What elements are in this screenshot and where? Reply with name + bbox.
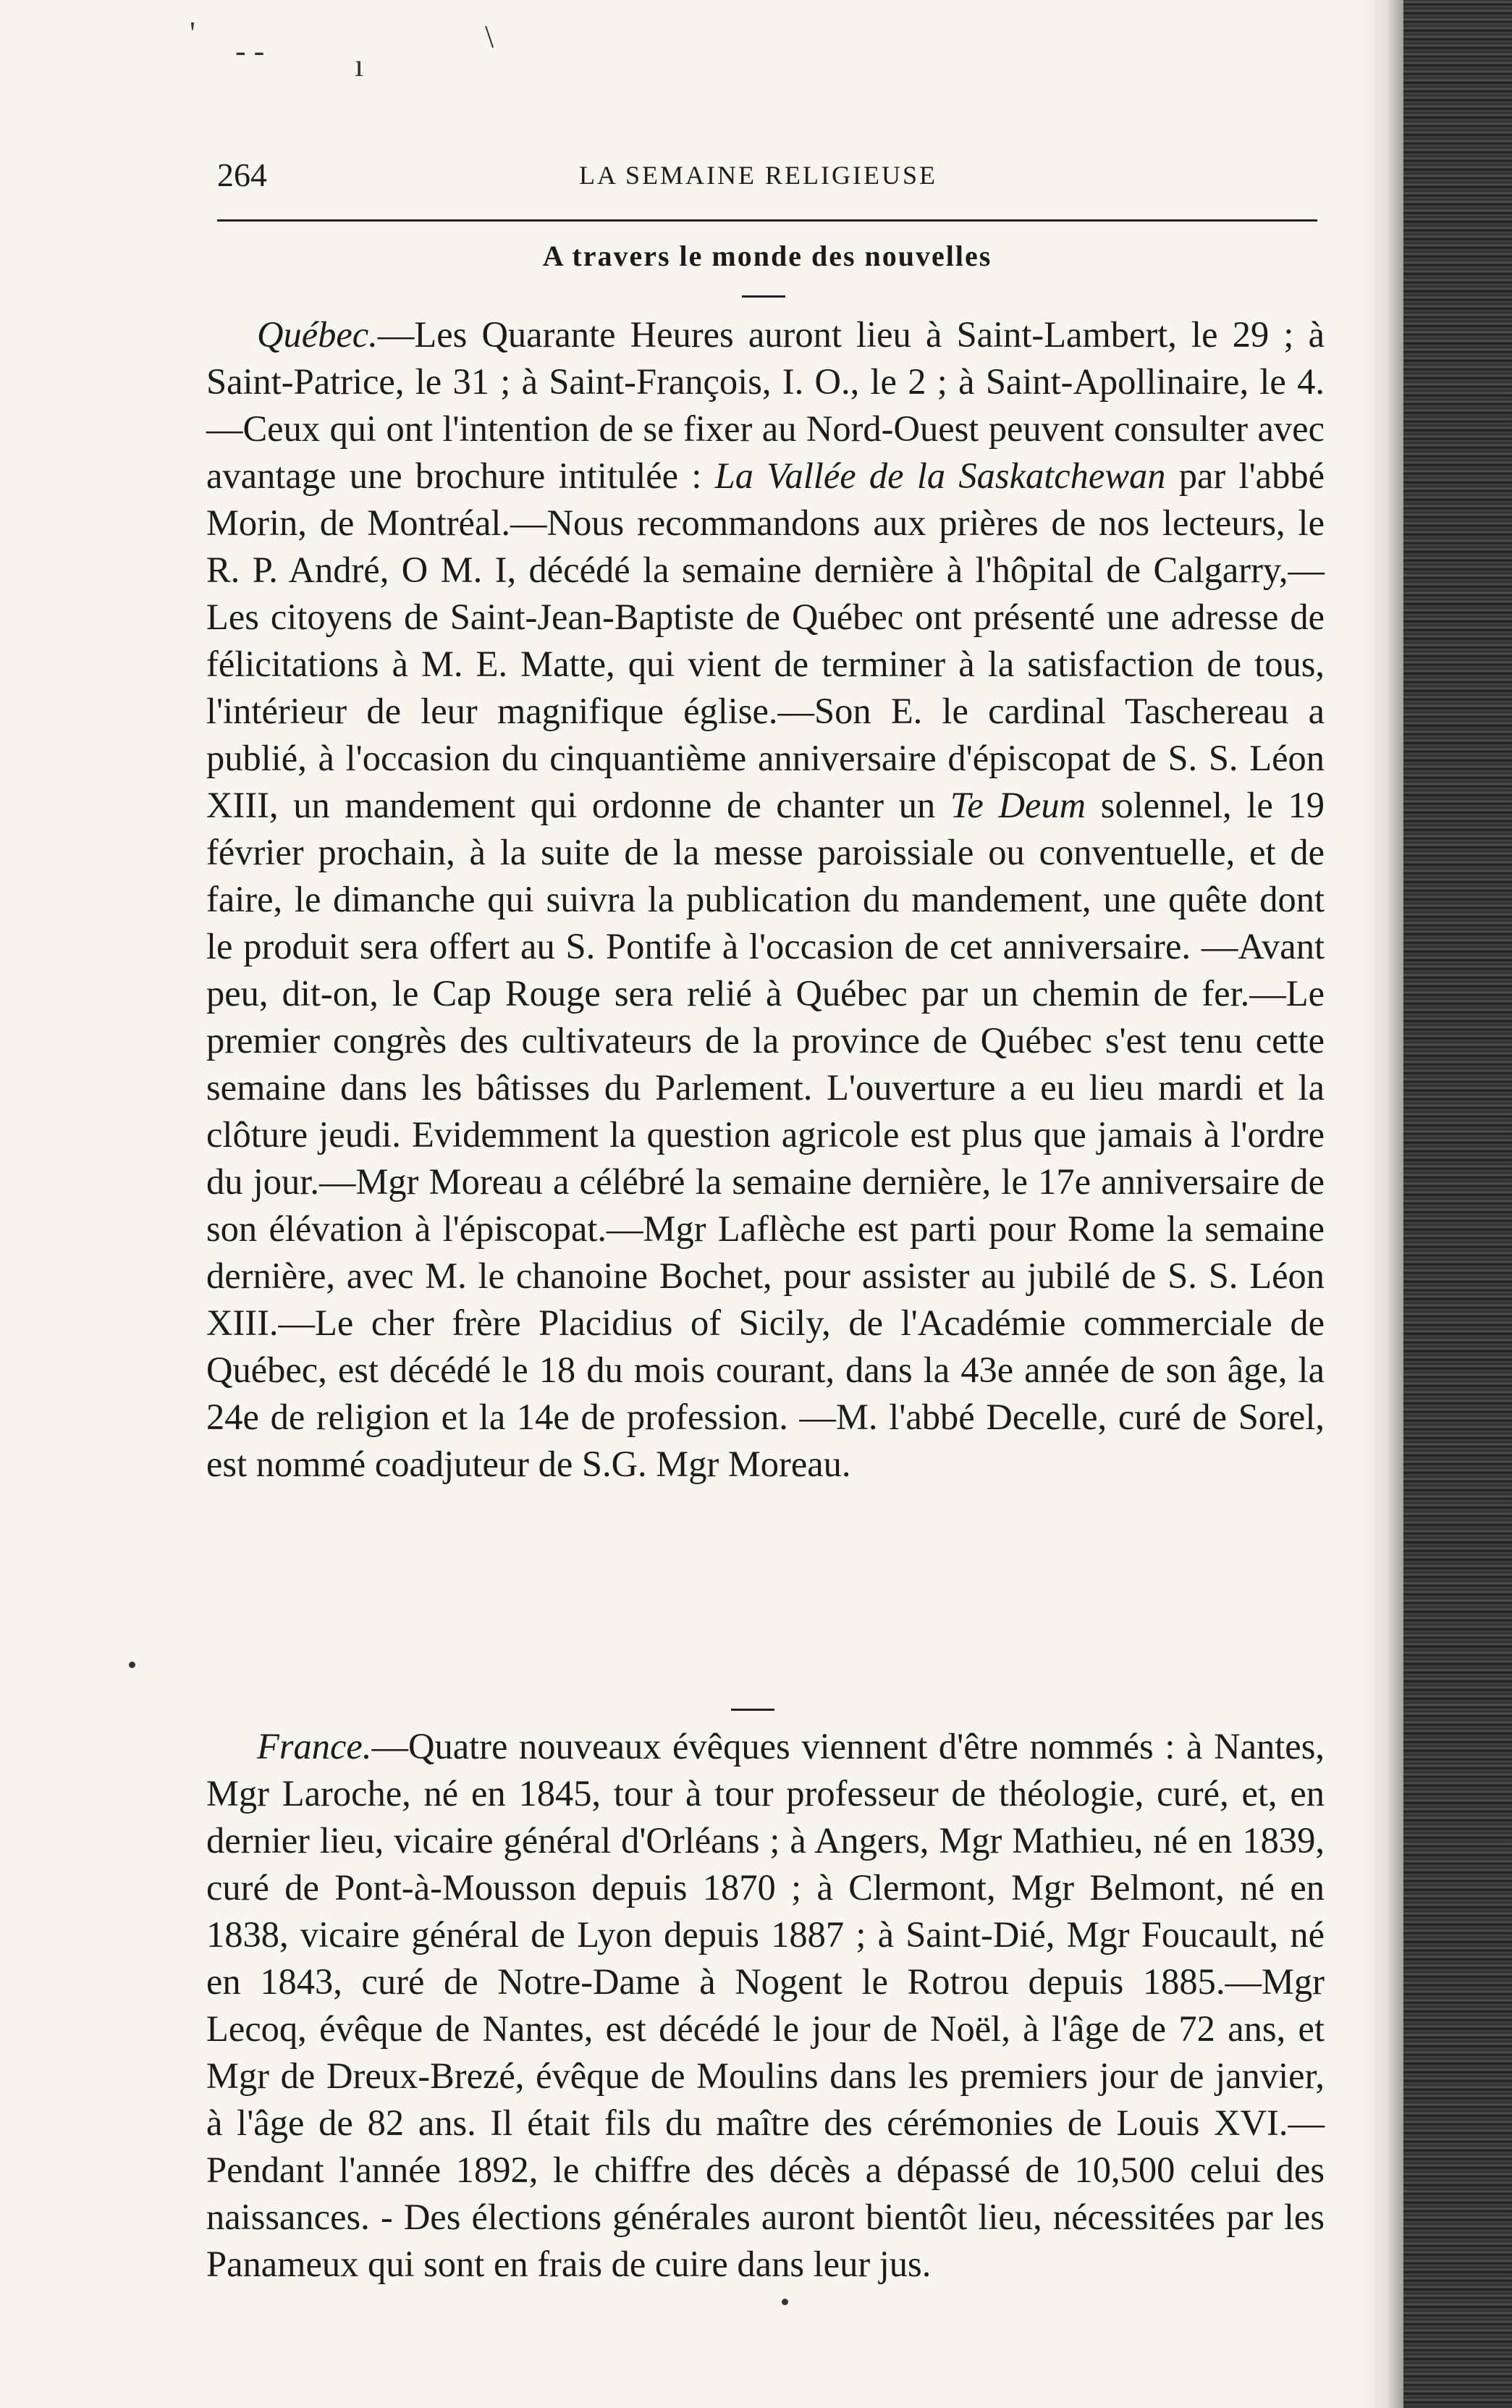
france-text: —Quatre nouveaux évêques viennent d'être nommés : à Nantes, Mgr Laroche, né en 1845, tour à tour professeur de théologie, curé, et, en dernier lieu, vicaire général d'Orléans ; à Angers, Mgr Mathieu, né en 1839, curé de Pont-à-Mousson depuis 1870 ; à Clermont, Mgr Belmont, né en 1838, vicaire général de Lyon depuis 1887 ; à Saint-Dié, Mgr Foucault, né en 1843, curé de Notre-Dame à Nogent le Rotrou depuis 1885.—Mgr Lecoq, évêque de Nantes, est décédé le jour de Noël, à l'âge de 72 ans, et Mgr de Dreux-Brezé, évêque de Moulins dans les premiers jour de janvier, à l'âge de 82 ans. Il était fils du maître des cérémonies de Louis XVI.—Pendant l'année 1892, le chiffre des décès a dépassé de 10,500 celui des naissances. - Des élections générales auront bientôt lieu, nécessitées par les Panameux qui sont en frais de cuire dans leur jus. — [206, 1726, 1325, 2284]
margin-speck: \ — [485, 19, 494, 54]
quebec-text-1: —Les Quarante Heures auront lieu à Saint-Lambert, le 29 ; à Saint-Patrice, le 31 ; à Saint-François, I. O., le 2 ; à Saint-Apollinaire, le 4.—Ceux qui ont l'intention de se fixer au Nord-Ouest peuvent consulter avec avantage une brochure intitulée : — [206, 314, 1325, 496]
place-france: France. — [257, 1726, 372, 1767]
section-title: A travers le monde des nouvelles — [542, 240, 992, 272]
header-rule — [217, 219, 1317, 222]
quebec-text-2: par l'abbé Morin, de Montréal.—Nous recommandons aux prières de nos lecteurs, le R. P. André, O M. I, décédé la semaine dernière à l'hôpital de Calgarry,—Les citoyens de Saint-Jean-Baptiste de Québec ont présenté une adresse de félicitations à M. E. Matte, qui vient de terminer à la satisfaction de tous, l'intérieur de leur magnifique église.—Son E. le cardinal Taschereau a publié, à l'occasion du cinquantième anniversaire d'épiscopat de S. S. Léon XIII, un mandement qui ordonne de chanter un — [206, 455, 1325, 825]
page-edge — [1403, 0, 1512, 2408]
margin-dot — [129, 1662, 135, 1668]
te-deum: Te Deum — [950, 785, 1086, 825]
paragraph-quebec — [206, 311, 1325, 1488]
quebec-text-3: solennel, le 19 février prochain, à la suite de la messe paroissiale ou conventuelle, et de faire, le dimanche qui suivra la publication du mandement, une quête dont le produit sera offert au S. Pontife à l'occasion de cet anniversaire. —Avant peu, dit-on, le Cap Rouge sera relié à Québec par un chemin de fer.—Le premier congrès des cultivateurs de la province de Québec s'est tenu cette semaine dans les bâtisses du Parlement. L'ouverture a eu lieu mardi et la clôture jeudi. Evidemment la question agricole est plus que jamais à l'ordre du jour.—Mgr Moreau a célébré la semaine dernière, le 17e anniversaire de son élévation à l'épiscopat.—Mgr Laflèche est parti pour Rome la semaine dernière, avec M. le chanoine Bochet, pour assister au jubilé de S. S. Léon XIII.—Le cher frère Placidius of Sicily, de l'Académie commerciale de Québec, est décédé le 18 du mois courant, dans la 43e année de son âge, la 24e de religion et la 14e de profession. —M. l'abbé Decelle, curé de Sorel, est nommé coadjuteur de S.G. Mgr Moreau. — [206, 785, 1325, 1484]
margin-speck: ' — [190, 15, 195, 51]
page-number: 264 — [217, 156, 267, 193]
running-head: LA SEMAINE RELIGIEUSE — [579, 161, 937, 190]
margin-dot — [782, 2299, 788, 2305]
binding-shadow — [1360, 0, 1403, 2408]
section-rule — [731, 1709, 774, 1711]
margin-speck: - - — [235, 33, 265, 69]
book-title: La Vallée de la Saskatchewan — [714, 455, 1166, 496]
place-quebec: Québec. — [257, 314, 378, 355]
title-rule — [742, 295, 785, 298]
paragraph-france — [206, 1723, 1325, 2288]
page-header — [217, 156, 1317, 206]
margin-speck: ı — [355, 48, 364, 83]
